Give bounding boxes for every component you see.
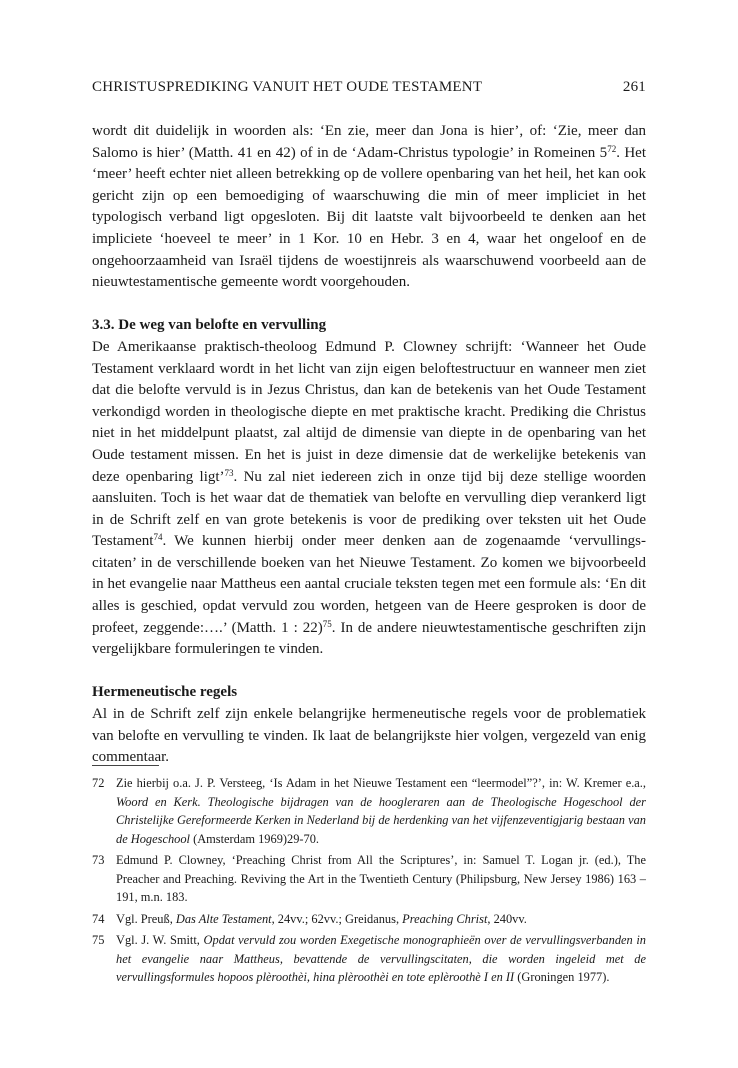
footnote-text: Vgl. Preuß, Das Alte Testament, 24vv.; 62vv.; Greidanus, Preaching Christ, 240vv. bbox=[116, 911, 527, 926]
footnote-73 bbox=[92, 851, 646, 907]
text-run: De Amerikaanse praktisch-theoloog Edmund P. Clowney schrijft: ‘Wanneer het Oude Testament verklaard wordt in het licht van zijn eigen beloftestructuur en wanneer men ziet dat die belofte vervuld is in Jezus Christus, dan kan de betekenis van het Oude Testament verkondigd worden in theologische diepte en met praktische kracht. Prediking die Christus niet in het middelpunt plaatst, zal altijd de dimensie van diepte in de openbaring van het Oude testament missen. En het is juist in deze dimensie dat de werkelijke betekenis van deze openbaring ligt’ bbox=[92, 338, 646, 485]
footnote-72 bbox=[92, 774, 646, 848]
footnote-ref-72[interactable]: 72 bbox=[607, 143, 617, 154]
footnote-ref-75[interactable]: 75 bbox=[322, 618, 332, 629]
subsection-heading: Hermeneutische regels bbox=[92, 684, 238, 701]
footnote-number: 72 bbox=[92, 776, 105, 790]
footnote-number: 73 bbox=[92, 853, 105, 867]
footnote-ref-74[interactable]: 74 bbox=[153, 532, 163, 543]
footnote-separator bbox=[92, 765, 159, 766]
footnote-74 bbox=[92, 910, 646, 929]
page-number: 261 bbox=[622, 79, 646, 95]
footnote-text: Zie hierbij o.a. J. P. Versteeg, ‘Is Adam in het Nieuwe Testament een “leermodel”?’, in: W. Kremer e.a., Woord en Kerk. Theologische bijdragen van de hoogleraren aan de Theologische Hogeschool der Christelijke Gereformeerde Kerken in Nederland bij de herdenking van het vijfenzeventigjarig bestaan van de Hogeschool (Amsterdam 1969)29-70. bbox=[116, 776, 646, 846]
main-text bbox=[92, 121, 646, 769]
text-run: . Nu zal niet iedereen zich in onze tijd bij deze stellige woorden aansluiten. Toch is het waar dat de thematiek van belofte en vervulling diep verankerd ligt in de Schrift zelf en van grote betekenis is voor de prediking over teksten uit het Oude Testament bbox=[92, 468, 647, 550]
footnote-text: Vgl. J. W. Smitt, Opdat vervuld zou worden Exegetische monographieën over de vervullingsverbanden in het evangelie naar Mattheus, bevattende de vervullingscitaten, die worden ingeleid met de vervullingsformules hopoos plèroothèi, hina plèroothèi en tote eplèroothè I en II (Groningen 1977). bbox=[116, 933, 646, 984]
paragraph-subsection: Al in de Schrift zelf zijn enkele belangrijke hermeneutische regels voor de problematiek van belofte en vervulling te vinden. Ik laat de belangrijkste hier volgen, vergezeld van enig commentaar. bbox=[92, 706, 646, 766]
text-run: . Het ‘meer’ heeft echter niet alleen betrekking op de vollere openbaring van het heil, het kan ook gericht zijn op een bemoediging of waarschuwing die min of meer impliciet in het typologisch verband ligt opgesloten. Bij dit laatste valt bijvoorbeeld te denken aan het impliciete ‘hoeveel te meer’ in 1 Kor. 10 en Hebr. 3 en 4, waar het ongeloof en de ongehoorzaamheid van Israël tijdens de woestijnreis als waarschuwend voorbeeld aan de nieuwtestamentische gemeente wordt voorgehouden. bbox=[92, 144, 646, 291]
text-run: . We kunnen hierbij onder meer denken aan de zogenaamde ‘vervullings-citaten’ in de verschillende boeken van het Nieuwe Testament. Zo komen we bijvoorbeeld in het evangelie naar Mattheus een aantal cruciale teksten tegen met een formule als: ‘En dit alles is geschied, opdat vervuld zou worden, hetgeen van de Heere gesproken is door de profeet, zeggende:….’ (Matth. 1 : 22) bbox=[92, 533, 646, 636]
footnote-75 bbox=[92, 931, 646, 987]
footnote-text: Edmund P. Clowney, ‘Preaching Christ from All the Scriptures’, in: Samuel T. Logan jr. (ed.), The Preacher and Preaching. Reviving the Art in the Twentieth Century (Philipsburg, New Jersey 1986) 163 – 191, m.n. 183. bbox=[116, 853, 646, 904]
text-run: wordt dit duidelijk in woorden als: ‘En zie, meer dan Jona is hier’, of: ‘Zie, meer dan Salomo is hier’ (Matth. 41 en 42) of in de ‘Adam-Christus typologie’ in Romeinen 5 bbox=[92, 123, 646, 161]
running-header bbox=[92, 79, 646, 96]
footnotes bbox=[92, 774, 646, 990]
paragraph-intro bbox=[92, 121, 646, 294]
paragraph-section bbox=[92, 337, 646, 661]
section-heading: 3.3. De weg van belofte en vervulling bbox=[92, 317, 327, 334]
running-title: CHRISTUSPREDIKING VANUIT HET OUDE TESTAMENT bbox=[92, 79, 483, 95]
text-run: . In de andere nieuwtestamentische geschriften zijn vergelijkbare formuleringen te vinden. bbox=[92, 619, 646, 658]
footnote-number: 74 bbox=[92, 911, 105, 926]
footnote-number: 75 bbox=[92, 933, 105, 947]
footnote-ref-73[interactable]: 73 bbox=[224, 467, 234, 478]
